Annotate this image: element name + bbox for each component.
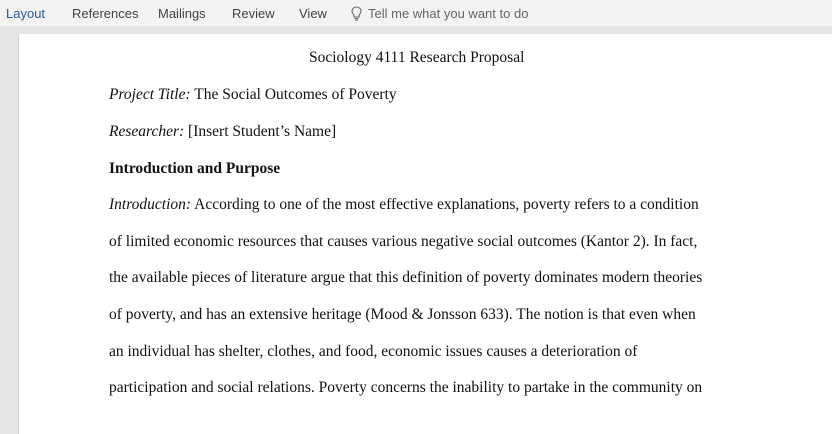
paragraph-line: an individual has shelter, clothes, and food, economic issues causes a deterioration of — [109, 343, 638, 360]
section-heading-text: Introduction and Purpose — [109, 160, 281, 177]
project-title-label: Project Title: — [109, 86, 191, 103]
project-title-line — [109, 86, 397, 104]
tab-mailings[interactable]: Mailings — [158, 5, 206, 21]
project-title-value: The Social Outcomes of Poverty — [194, 86, 397, 103]
tab-review[interactable]: Review — [232, 5, 275, 21]
tell-me-search[interactable] — [351, 6, 528, 21]
tell-me-label: Tell me what you want to do — [368, 5, 529, 21]
paragraph-line: of poverty, and has an extensive heritage (Mood & Jonsson 633). The notion is that even when — [109, 306, 696, 323]
tab-layout[interactable]: Layout — [6, 5, 46, 21]
lightbulb-icon — [351, 6, 362, 21]
researcher-line — [109, 123, 336, 141]
tab-view[interactable]: View — [299, 5, 327, 21]
researcher-label: Researcher: — [109, 123, 185, 140]
tab-references[interactable]: References — [72, 5, 139, 21]
paragraph-line: of limited economic resources that causes various negative social outcomes (Kantor 2). In fact, — [109, 233, 698, 250]
paragraph-line: participation and social relations. Poverty concerns the inability to partake in the community on — [109, 379, 703, 396]
paragraph-line-text: According to one of the most effective explanations, poverty refers to a condition — [194, 196, 699, 213]
paragraph-line — [109, 196, 699, 214]
introduction-label: Introduction: — [109, 196, 192, 213]
ribbon-tabs — [0, 0, 832, 26]
section-heading — [109, 160, 280, 178]
researcher-value: [Insert Student’s Name] — [188, 123, 337, 140]
paragraph-line: the available pieces of literature argue that this definition of poverty dominates modern theories — [109, 269, 703, 286]
document-title: Sociology 4111 Research Proposal — [309, 49, 525, 66]
